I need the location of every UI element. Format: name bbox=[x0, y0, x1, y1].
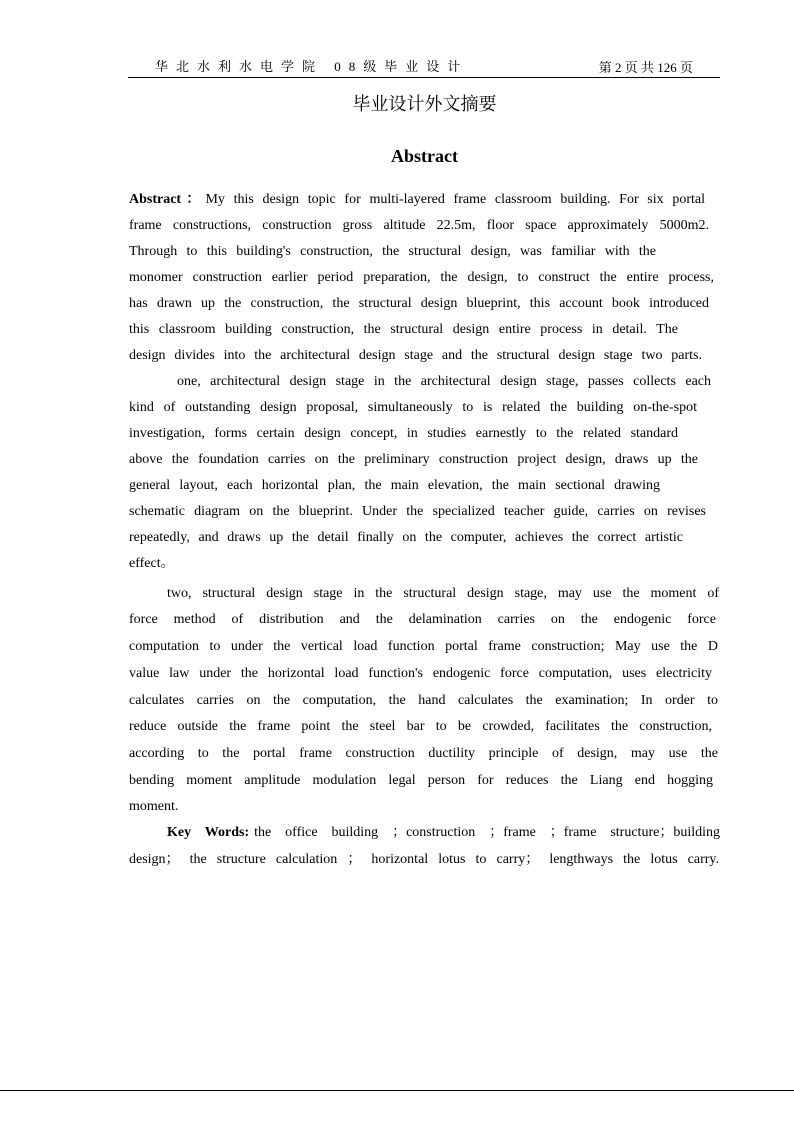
header-school-line: 华北水利水电学院 08级毕业设计 bbox=[155, 59, 469, 74]
abstract-text-line: monomer construction earlier period preparation, the design, to construct the entire process, bbox=[129, 270, 714, 285]
page-title: 毕业设计外文摘要 bbox=[352, 94, 497, 114]
abstract-text-line: schematic diagram on the blueprint. Under the specialized teacher guide, carries on revises bbox=[129, 504, 706, 519]
abstract-text-line: has drawn up the construction, the structural design blueprint, this account book introduced bbox=[129, 296, 709, 311]
abstract-label: Abstract： bbox=[129, 192, 206, 207]
abstract-text-line: computation to under the vertical load function portal frame construction; May use the D bbox=[129, 639, 718, 654]
abstract-text-line: bending moment amplitude modulation legal person for reduces the Liang end hogging bbox=[129, 773, 713, 788]
header-page-info: 第 2 页 共 126 页 bbox=[598, 60, 693, 75]
abstract-text-line: two, structural design stage in the structural design stage, may use the moment of bbox=[167, 586, 719, 601]
abstract-text-line: this classroom building construction, the structural design entire process in detail. The bbox=[129, 322, 678, 337]
keywords-text-line bbox=[167, 823, 720, 843]
abstract-text-line: frame constructions, construction gross altitude 22.5m, floor space approximately 5000m2. bbox=[129, 218, 709, 233]
abstract-text-line: moment. bbox=[129, 799, 179, 814]
keywords-label: Key Words: bbox=[167, 825, 250, 840]
keywords-text-line: design； the structure calculation ； horizontal lotus to carry； lengthways the lotus carry. bbox=[129, 852, 719, 867]
abstract-text-line: Through to this building's construction, the structural design, was familiar with the bbox=[129, 244, 656, 259]
abstract-text-line: kind of outstanding design proposal, simultaneously to is related the building on-the-spot bbox=[129, 400, 697, 415]
abstract-line-text: My this design topic for multi-layered frame classroom building. For six portal bbox=[205, 192, 705, 207]
abstract-text-line: repeatedly, and draws up the detail finally on the computer, achieves the correct artistic bbox=[129, 530, 683, 545]
abstract-text-line: investigation, forms certain design concept, in studies earnestly to the related standard bbox=[129, 426, 678, 441]
abstract-text-line: force method of distribution and the delamination carries on the endogenic force bbox=[129, 612, 716, 627]
header-rule bbox=[128, 77, 720, 78]
abstract-text-line: general layout, each horizontal plan, the main elevation, the main sectional drawing bbox=[129, 478, 660, 493]
abstract-text-line: design divides into the architectural design stage and the structural design stage two parts. bbox=[129, 348, 702, 363]
abstract-text-line: one, architectural design stage in the architectural design stage, passes collects each bbox=[177, 374, 711, 389]
abstract-text-line bbox=[129, 190, 705, 210]
abstract-text-line: above the foundation carries on the preliminary construction project design, draws up the bbox=[129, 452, 698, 467]
abstract-text-line: calculates carries on the computation, the hand calculates the examination; In order to bbox=[129, 693, 718, 708]
abstract-text-line: according to the portal frame construction ductility principle of design, may use the bbox=[129, 746, 718, 761]
keywords-line-text: the office building ；construction ；frame ；frame structure；building bbox=[254, 825, 720, 840]
abstract-heading: Abstract bbox=[391, 146, 458, 166]
abstract-text-line: effect。 bbox=[129, 556, 175, 571]
footer-rule bbox=[0, 1090, 794, 1091]
abstract-text-line: value law under the horizontal load function's endogenic force computation, uses electricity bbox=[129, 666, 712, 681]
abstract-text-line: reduce outside the frame point the steel bar to be crowded, facilitates the construction, bbox=[129, 719, 712, 734]
